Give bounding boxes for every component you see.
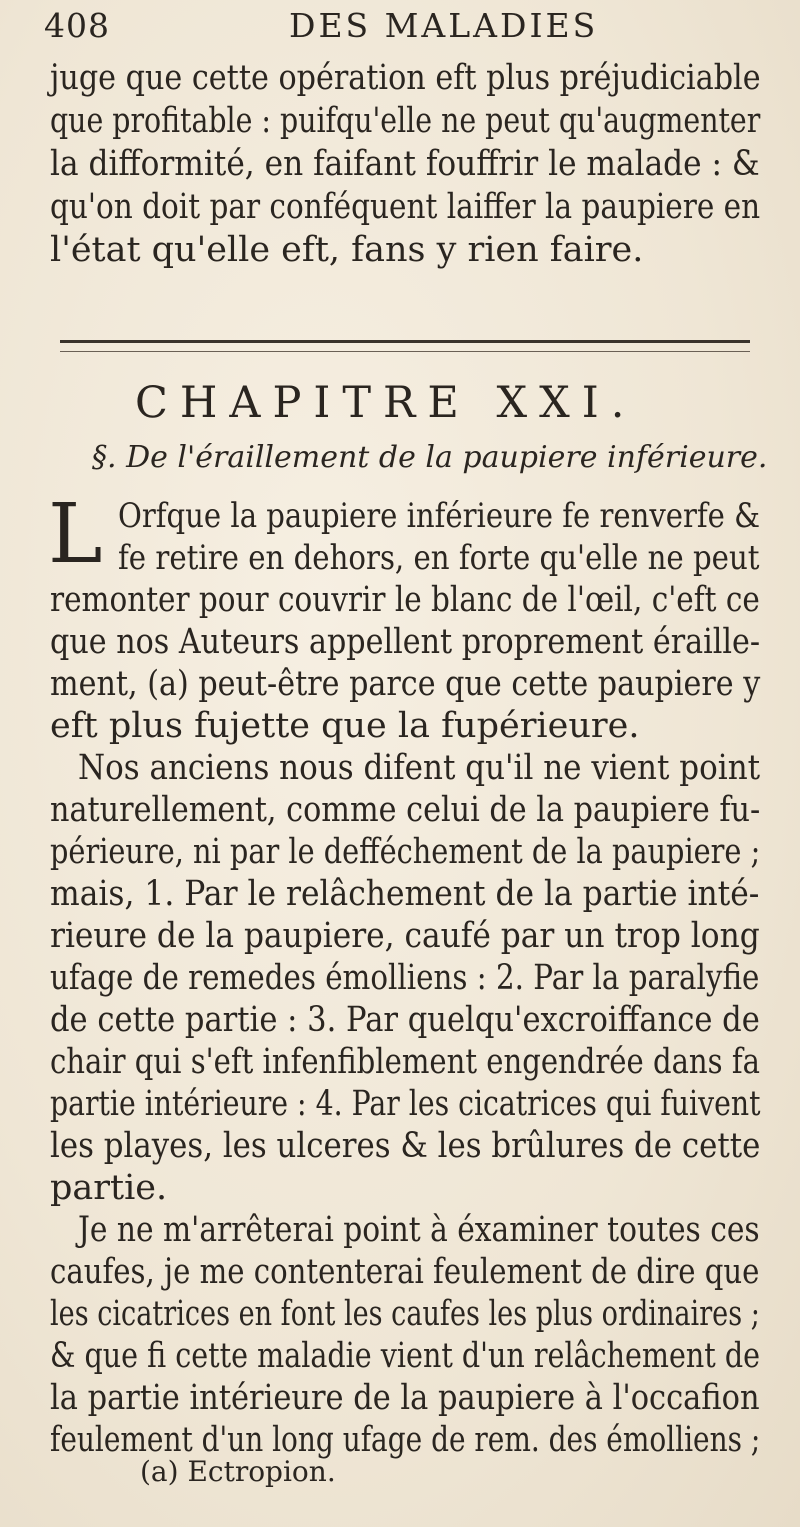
text-line: remonter pour couvrir le blanc de l'œil, c'eft ce — [50, 580, 760, 620]
text-line: périeure, ni par le defféchement de la paupiere ; — [50, 832, 761, 872]
drop-cap: L — [48, 487, 103, 582]
text-line: mais, 1. Par le relâchement de la partie inté- — [50, 874, 760, 914]
text-line: & que fi cette maladie vient d'un relâchement de — [50, 1336, 761, 1376]
text-line: fe retire en dehors, en forte qu'elle ne peut — [118, 538, 760, 578]
text-line: que nos Auteurs appellent proprement éraille- — [50, 622, 761, 662]
text-line: Je ne m'arrêterai point à éxaminer toutes ces — [78, 1210, 760, 1250]
text-line: qu'on doit par conféquent laiffer la paupiere en — [50, 187, 761, 227]
chapter-title: CHAPITRE XXI. — [135, 378, 637, 428]
section-rule — [60, 340, 750, 352]
text-line: la difformité, en faifant fouffrir le malade : & — [50, 144, 760, 184]
chapter-subtitle: §. De l'éraillement de la paupiere inférieure. — [92, 440, 768, 475]
text-line: partie. — [50, 1168, 168, 1208]
text-line: Orfque la paupiere inférieure fe renverfe & — [118, 496, 761, 536]
text-line: les cicatrices en font les caufes les plus ordinaires ; — [50, 1294, 760, 1334]
text-line: ment, (a) peut-être parce que cette paupiere y — [50, 664, 761, 704]
running-title: DES MALADIES — [289, 6, 599, 45]
footnote: (a) Ectropion. — [140, 1455, 336, 1488]
text-line: Nos anciens nous difent qu'il ne vient point — [78, 748, 761, 788]
text-line: l'état qu'elle eft, fans y rien faire. — [50, 230, 644, 270]
text-line: que profitable : puifqu'elle ne peut qu'augmenter — [50, 101, 761, 141]
text-line: rieure de la paupiere, caufé par un trop long — [50, 916, 760, 956]
text-line: la partie intérieure de la paupiere à l'occafion — [50, 1378, 760, 1418]
text-line: juge que cette opération eft plus préjudiciable — [50, 58, 761, 98]
page-number: 408 — [44, 6, 110, 45]
text-line: partie intérieure : 4. Par les cicatrices qui fuivent — [50, 1084, 761, 1124]
page-header — [44, 6, 764, 46]
text-line: caufes, je me contenterai feulement de dire que — [50, 1252, 760, 1292]
text-line: eft plus fujette que la fupérieure. — [50, 706, 640, 746]
text-line: ufage de remedes émolliens : 2. Par la paralyfie — [50, 958, 760, 998]
text-line: les playes, les ulceres & les brûlures de cette — [50, 1126, 761, 1166]
text-line: feulement d'un long ufage de rem. des émolliens ; — [50, 1420, 761, 1460]
text-line: chair qui s'eft infenfiblement engendrée dans fa — [50, 1042, 760, 1082]
text-line: de cette partie : 3. Par quelqu'excroiffance de — [50, 1000, 760, 1040]
text-line: naturellement, comme celui de la paupiere fu- — [50, 790, 761, 830]
